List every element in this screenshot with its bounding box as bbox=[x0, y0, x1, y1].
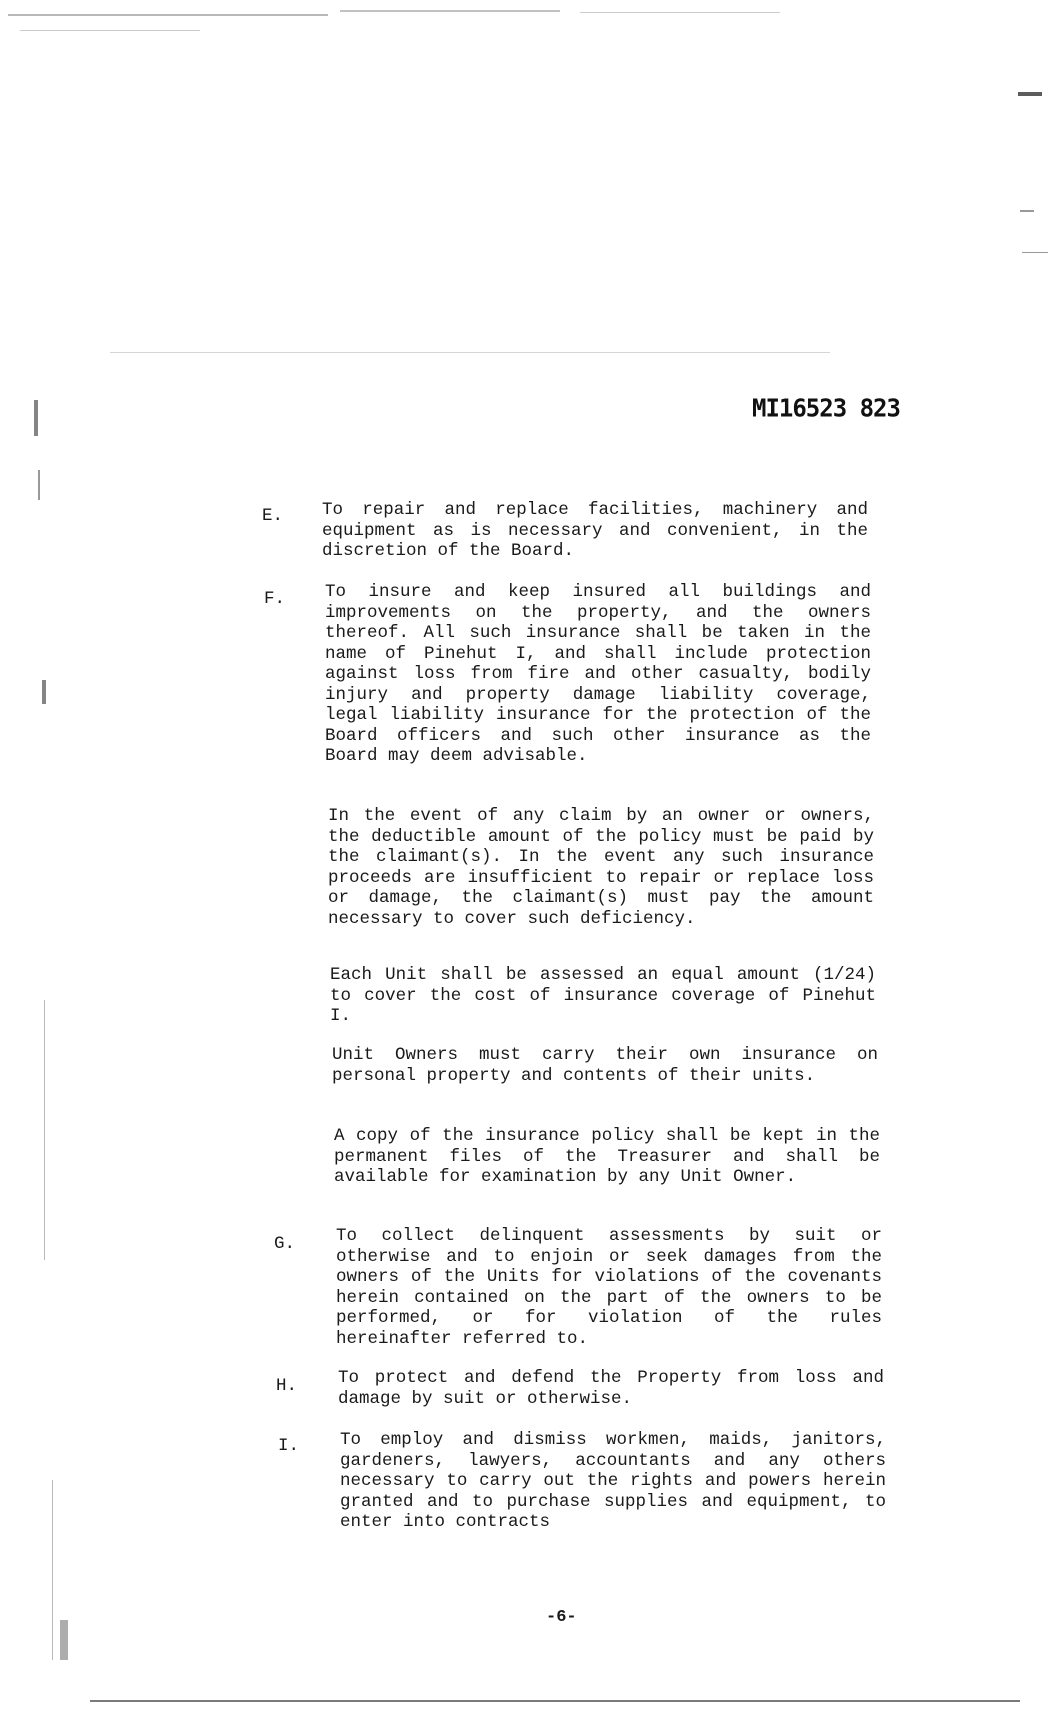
item-e-text: To repair and replace facilities, machinery and equipment as is necessary and convenient, in the discretion of the Board. bbox=[322, 500, 868, 561]
item-letter-f: F. bbox=[264, 589, 286, 609]
item-h-text: To protect and defend the Property from loss and damage by suit or otherwise. bbox=[338, 1368, 884, 1409]
item-letter-h: H. bbox=[276, 1376, 298, 1396]
item-f-text: To insure and keep insured all buildings and improvements on the property, and the owners thereof. All such insurance shall be taken in the name of Pinehut I, and shall include protection against loss from fire and other casualty, bodily injury and property damage liability coverage, legal liability insurance for the protection of the Board officers and such other insurance as the Board may deem advisable. bbox=[325, 582, 871, 766]
item-letter-e: E. bbox=[262, 506, 284, 526]
item-g-text: To collect delinquent assessments by suit or otherwise and to enjoin or seek damages from the owners of the Units for violations of the covenants herein contained on the part of the owners to be performed, or for violation of the rules hereinafter referred to. bbox=[336, 1226, 882, 1349]
item-letter-g: G. bbox=[274, 1234, 296, 1254]
item-letter-i: I. bbox=[278, 1436, 300, 1456]
owner-insurance-paragraph: Unit Owners must carry their own insurance on personal property and contents of their units. bbox=[332, 1045, 878, 1086]
item-i-text: To employ and dismiss workmen, maids, janitors, gardeners, lawyers, accountants and any others necessary to carry out the rights and powers herein granted and to purchase supplies and equipment, to enter into contracts bbox=[340, 1430, 886, 1532]
insurance-assessment-paragraph: Each Unit shall be assessed an equal amount (1/24) to cover the cost of insurance coverage of Pinehut I. bbox=[330, 965, 876, 1026]
bottom-scan-edge bbox=[90, 1700, 1020, 1702]
book-page-reference: MI16523 823 bbox=[752, 393, 900, 423]
insurance-claim-paragraph: In the event of any claim by an owner or owners, the deductible amount of the policy must be paid by the claimant(s). In the event any such insurance proceeds are insufficient to repair or replace loss or damage, the claimant(s) must pay the amount necessary to cover such deficiency. bbox=[328, 806, 874, 929]
policy-copy-paragraph: A copy of the insurance policy shall be kept in the permanent files of the Treasurer and shall be available for examination by any Unit Owner. bbox=[334, 1126, 880, 1187]
page-number: -6- bbox=[546, 1608, 577, 1627]
